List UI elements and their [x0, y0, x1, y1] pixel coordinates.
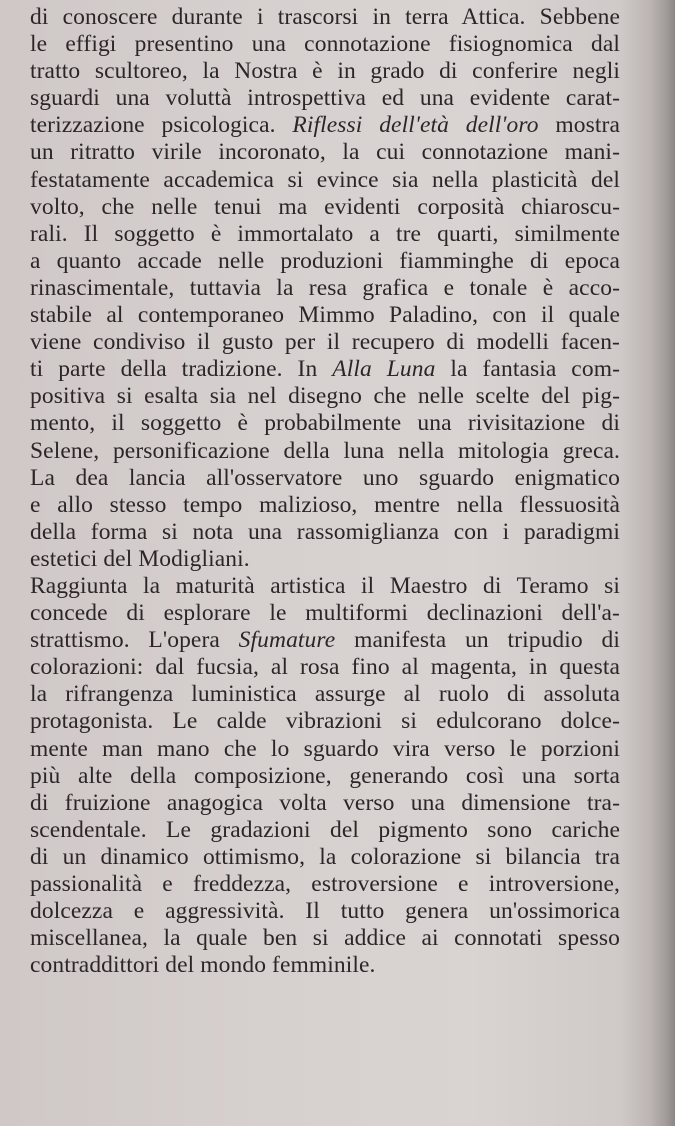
- text-segment: concede di esplorare le multiformi declinazioni dell'a-: [30, 600, 620, 627]
- text-line: [30, 492, 620, 519]
- text-line: [30, 248, 620, 275]
- text-segment: rinascimentale, tuttavia la resa grafica e tonale è acco-: [30, 274, 620, 301]
- text-line: [30, 383, 620, 410]
- text-line: [30, 410, 620, 437]
- text-segment: rali. Il soggetto è immortalato a tre quarti, similmente: [30, 220, 620, 247]
- text-segment: festatamente accademica si evince sia nella plasticità del: [30, 166, 620, 193]
- text-segment: dolcezza e aggressività. Il tutto genera un'ossimorica: [30, 898, 620, 925]
- text-line: [30, 438, 620, 465]
- text-segment: protagonista. Le calde vibrazioni si edulcorano dolce-: [30, 708, 620, 735]
- text-line: [30, 465, 620, 492]
- text-line: [30, 925, 620, 952]
- text-segment: positiva si esalta sia nel disegno che nelle scelte del pig-: [30, 383, 620, 410]
- text-line: [30, 681, 620, 708]
- text-line: [30, 600, 620, 627]
- text-segment: e allo stesso tempo malizioso, mentre nella flessuosità: [30, 491, 620, 518]
- text-segment: mento, il soggetto è probabilmente una rivisitazione di: [30, 410, 620, 437]
- text-line: [30, 329, 620, 356]
- text-line: [30, 763, 620, 790]
- text-line: [30, 871, 620, 898]
- text-line: [30, 31, 620, 58]
- text-segment: passionalità e freddezza, estroversione e introversione,: [30, 871, 620, 897]
- page-gutter-shadow: [651, 0, 675, 1126]
- text-line: [30, 708, 620, 735]
- text-segment: La dea lancia all'osservatore uno sguardo enigmatico: [30, 464, 620, 491]
- text-line: [30, 139, 620, 166]
- text-segment: Raggiunta la maturità artistica il Maestro di Teramo si: [30, 572, 620, 599]
- text-segment: scendentale. Le gradazioni del pigmento sono cariche: [30, 816, 620, 843]
- text-line: [30, 167, 620, 194]
- paragraph: [30, 573, 620, 979]
- text-line: [30, 546, 620, 573]
- text-line: [30, 519, 620, 546]
- text-line: [30, 58, 620, 85]
- text-line: [30, 4, 620, 31]
- text-segment: della forma si nota una rassomiglianza con i paradigmi: [30, 518, 620, 545]
- text-segment: mostra: [538, 112, 620, 139]
- text-segment: di fruizione anagogica volta verso una dimensione tra-: [30, 789, 620, 816]
- text-segment: stabile al contemporaneo Mimmo Paladino, con il quale: [30, 302, 620, 329]
- book-page: [30, 4, 620, 979]
- text-line: [30, 654, 620, 681]
- text-segment: miscellanea, la quale ben si addice ai connotati spesso: [30, 925, 620, 952]
- text-segment: la rifrangenza luministica assurge al ruolo di assoluta: [30, 681, 620, 708]
- text-segment: Selene, personificazione della luna nella mitologia greca.: [30, 437, 620, 464]
- text-segment: più alte della composizione, generando così una sorta: [30, 762, 620, 789]
- italic-title: Alla Luna: [332, 356, 436, 383]
- text-segment: volto, che nelle tenui ma evidenti corposità chiaroscu-: [30, 193, 620, 220]
- text-segment: di un dinamico ottimismo, la colorazione si bilancia tra: [30, 843, 620, 870]
- text-segment: contraddittori del mondo femminile.: [30, 952, 376, 979]
- text-segment: estetici del Modigliani.: [30, 545, 250, 572]
- text-line: [30, 790, 620, 817]
- body-text: [30, 4, 620, 979]
- text-line: [30, 573, 620, 600]
- text-segment: di conoscere durante i trascorsi in terra Attica. Sebbene: [30, 4, 620, 30]
- text-segment: ti parte della tradizione. In: [30, 356, 333, 383]
- text-segment: viene condiviso il gusto per il recupero di modelli facen-: [30, 329, 620, 356]
- text-segment: le effigi presentino una connotazione fisiognomica dal: [30, 31, 620, 58]
- text-line: [30, 627, 620, 654]
- text-segment: mente man mano che lo sguardo vira verso le porzioni: [30, 735, 620, 762]
- text-segment: strattismo. L'opera: [30, 627, 239, 654]
- text-line: [30, 844, 620, 871]
- text-segment: la fantasia com-: [435, 356, 620, 383]
- text-line: [30, 221, 620, 248]
- italic-title: Sfumature: [238, 627, 336, 654]
- text-segment: tratto scultoreo, la Nostra è in grado di conferire negli: [30, 58, 620, 85]
- text-segment: colorazioni: dal fucsia, al rosa fino al magenta, in questa: [30, 654, 620, 681]
- text-line: [30, 736, 620, 763]
- text-segment: a quanto accade nelle produzioni fiamminghe di epoca: [30, 247, 620, 274]
- text-segment: un ritratto virile incoronato, la cui connotazione mani-: [30, 139, 620, 166]
- text-line: [30, 302, 620, 329]
- text-line: [30, 898, 620, 925]
- text-line: [30, 194, 620, 221]
- text-segment: terizzazione psicologica.: [30, 112, 293, 139]
- text-segment: sguardi una voluttà introspettiva ed una evidente carat-: [30, 85, 620, 112]
- text-line: [30, 952, 620, 979]
- text-line: [30, 817, 620, 844]
- text-line: [30, 275, 620, 302]
- text-segment: manifesta un tripudio di: [335, 627, 620, 654]
- paragraph: [30, 4, 620, 573]
- italic-title: Riflessi dell'età dell'oro: [292, 112, 539, 139]
- text-line: [30, 85, 620, 112]
- text-line: [30, 356, 620, 383]
- text-line: [30, 112, 620, 139]
